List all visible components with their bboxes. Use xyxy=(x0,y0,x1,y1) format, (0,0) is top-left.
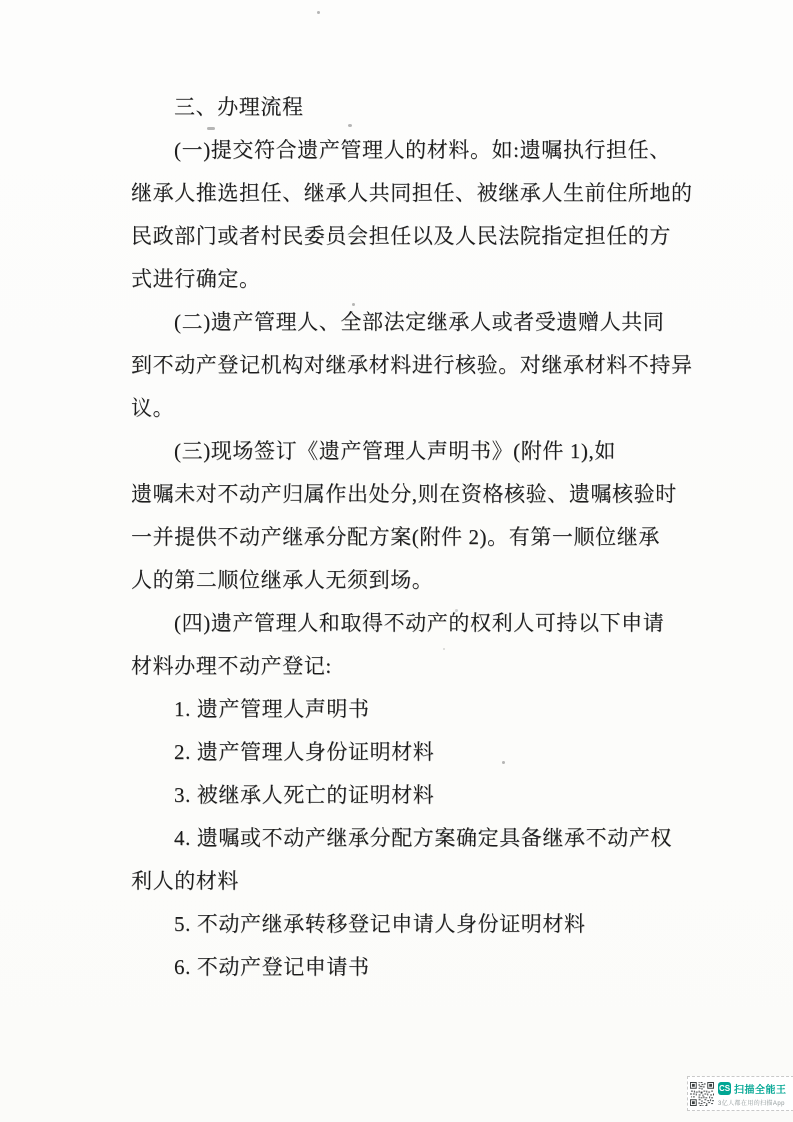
list-item: 1. 遗产管理人声明书 xyxy=(174,697,370,721)
text-line: 遗嘱未对不动产归属作出处分,则在资格核验、遗嘱核验时 xyxy=(131,482,677,506)
section-heading: 三、办理流程 xyxy=(174,95,304,119)
text-line: 到不动产登记机构对继承材料进行核验。对继承材料不持异 xyxy=(131,353,693,377)
text-line: 式进行确定。 xyxy=(131,267,261,291)
text-line: 议。 xyxy=(131,396,175,420)
watermark-text-block xyxy=(718,1081,787,1107)
text-line: (三)现场签订《遗产管理人声明书》(附件 1),如 xyxy=(174,439,616,463)
qr-code-icon xyxy=(690,1082,714,1106)
scan-speck xyxy=(207,127,215,130)
text-line: (一)提交符合遗产管理人的材料。如:遗嘱执行担任、 xyxy=(174,138,671,162)
scan-speck xyxy=(348,124,352,127)
text-line: (二)遗产管理人、全部法定继承人或者受遗赠人共同 xyxy=(174,310,665,334)
list-item: 5. 不动产继承转移登记申请人身份证明材料 xyxy=(174,912,586,936)
document-body xyxy=(131,86,701,989)
text-line: 民政部门或者村民委员会担任以及人民法院指定担任的方 xyxy=(131,224,671,248)
camscanner-tagline: 3亿人都在用的扫描App xyxy=(718,1100,785,1107)
text-line: (四)遗产管理人和取得不动产的权利人可持以下申请 xyxy=(174,611,665,635)
list-item: 利人的材料 xyxy=(131,869,239,893)
scan-speck xyxy=(502,761,505,764)
list-item: 3. 被继承人死亡的证明材料 xyxy=(174,783,435,807)
scan-speck xyxy=(352,303,355,306)
list-item: 2. 遗产管理人身份证明材料 xyxy=(174,740,435,764)
scan-speck xyxy=(443,648,445,650)
scan-speck xyxy=(317,11,320,14)
text-line: 一并提供不动产继承分配方案(附件 2)。有第一顺位继承 xyxy=(131,525,660,549)
camscanner-logo-icon: CS xyxy=(718,1083,731,1093)
text-line: 继承人推选担任、继承人共同担任、被继承人生前住所地的 xyxy=(131,181,693,205)
camscanner-app-name: 扫描全能王 xyxy=(734,1084,787,1096)
text-line: 材料办理不动产登记: xyxy=(131,654,332,678)
camscanner-watermark xyxy=(687,1076,793,1111)
text-line: 人的第二顺位继承人无须到场。 xyxy=(131,568,434,592)
list-item: 6. 不动产登记申请书 xyxy=(174,955,370,979)
scan-speck xyxy=(455,609,458,612)
list-item: 4. 遗嘱或不动产继承分配方案确定具备继承不动产权 xyxy=(174,826,672,850)
